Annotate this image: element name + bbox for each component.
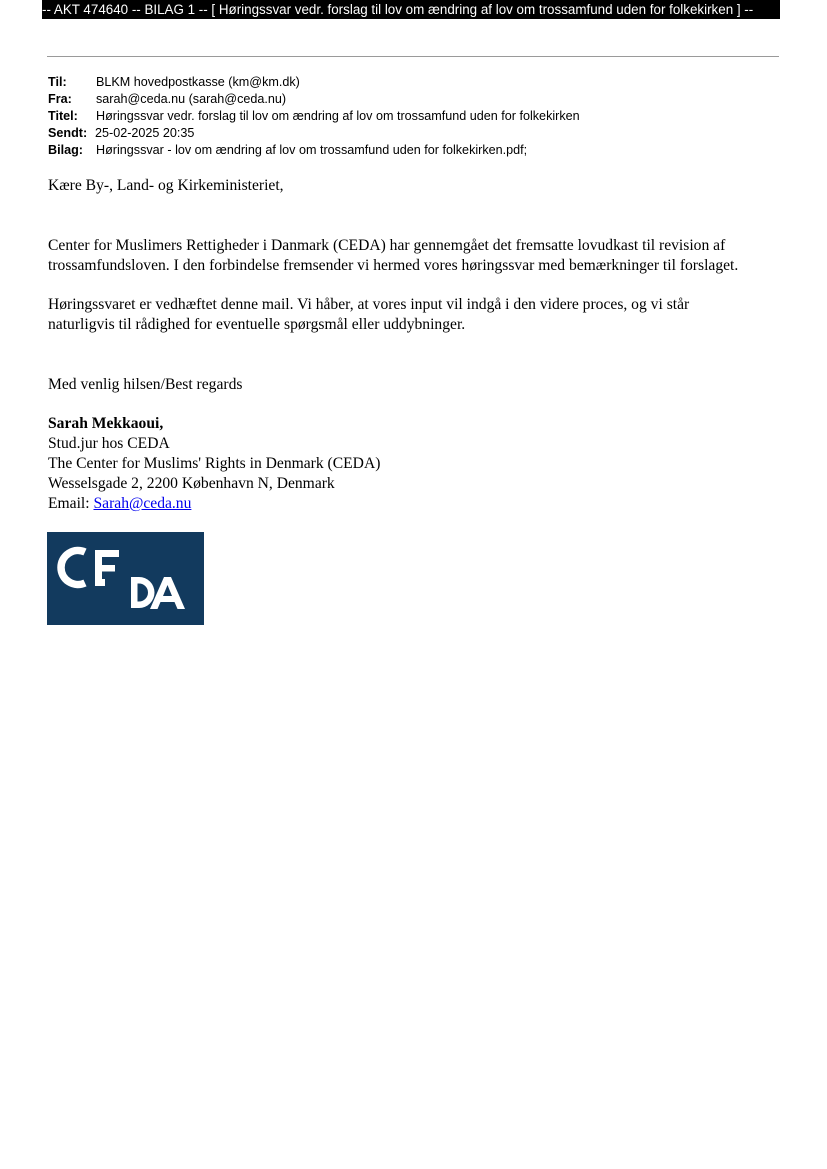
logo-letter-a: [150, 577, 185, 609]
title-value: Høringssvar vedr. forslag til lov om ændring af lov om trossamfund uden for folkekirken: [96, 109, 580, 123]
attachment-label: Bilag:: [48, 143, 83, 157]
sent-label: Sendt:: [48, 126, 88, 140]
paragraph-1-line-2: trossamfundsloven. I den forbindelse fremsender vi hermed vores høringssvar med bemærkninger til forslaget.: [48, 257, 739, 274]
logo-letter-c: [61, 551, 85, 585]
signature-email-prefix: Email:: [48, 495, 94, 512]
from-row: [48, 91, 580, 108]
paragraph-2: [48, 295, 689, 335]
paragraph-1-line-1: Center for Muslimers Rettigheder i Danmark (CEDA) har gennemgået det fremsatte lovudkast til revision af: [48, 237, 726, 254]
greeting: Kære By-, Land- og Kirkeministeriet,: [48, 177, 284, 194]
ceda-logo-mark: [47, 532, 204, 625]
to-label: Til:: [48, 75, 67, 89]
logo-letter-e-bottom: [95, 579, 105, 586]
logo-letter-e-mid: [95, 565, 115, 572]
attachment-row: [48, 142, 580, 159]
from-label: Fra:: [48, 92, 72, 106]
paragraph-2-line-1: Høringssvaret er vedhæftet denne mail. Vi håber, at vores input vil indgå i den videre proces, og vi står: [48, 296, 690, 313]
to-row: [48, 74, 580, 91]
closing: Med venlig hilsen/Best regards: [48, 376, 243, 393]
signature-block: [48, 414, 380, 514]
header-divider: [47, 56, 779, 57]
document-banner: -- AKT 474640 -- BILAG 1 -- [ Høringssvar vedr. forslag til lov om ændring af lov om trossamfund uden for folkekirken ] --: [42, 0, 780, 19]
sent-value: 25-02-2025 20:35: [95, 126, 195, 140]
logo-letter-d: [131, 577, 155, 608]
email-header-block: [48, 74, 580, 159]
title-row: [48, 108, 580, 125]
paragraph-1: [48, 236, 738, 276]
attachment-value: Høringssvar - lov om ændring af lov om trossamfund uden for folkekirken.pdf;: [96, 143, 528, 157]
from-value: sarah@ceda.nu (sarah@ceda.nu): [96, 92, 287, 106]
signature-address: Wesselsgade 2, 2200 København N, Denmark: [48, 475, 335, 492]
signature-organization: The Center for Muslims' Rights in Denmark (CEDA): [48, 455, 381, 472]
signature-email-line: [48, 494, 380, 514]
sent-row: [48, 125, 580, 142]
to-value: BLKM hovedpostkasse (km@km.dk): [96, 75, 300, 89]
signature-role: Stud.jur hos CEDA: [48, 435, 170, 452]
ceda-logo: [47, 532, 204, 625]
signature-name: Sarah Mekkaoui,: [48, 415, 164, 432]
logo-letter-e-top: [95, 550, 119, 557]
title-label: Titel:: [48, 109, 78, 123]
paragraph-2-line-2: naturligvis til rådighed for eventuelle spørgsmål eller uddybninger.: [48, 316, 466, 333]
signature-email-link[interactable]: Sarah@ceda.nu: [93, 495, 192, 512]
